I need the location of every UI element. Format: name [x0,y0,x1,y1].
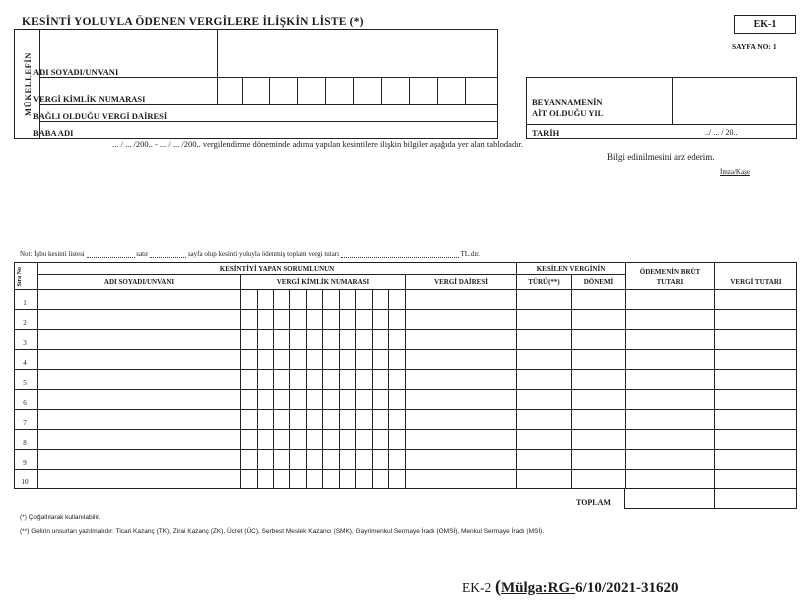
taxpayer-row-divider [39,121,497,122]
tax-id-cell-divider [409,77,410,104]
taxpayer-row-divider [39,77,497,78]
col-type-header: TÜRÜ(**) [528,278,560,286]
row-number: 4 [23,359,27,367]
footer-repeal-note [462,576,679,597]
row-line [15,429,796,430]
column-line [405,274,406,488]
row-line [15,449,796,450]
col-tax-amount-header: VERGİ TUTARI [730,278,782,286]
tax-id-cell-divider [297,77,298,104]
total-label: TOPLAM [576,498,611,507]
date-label: TARİH [532,128,560,138]
col-gross-header: ÖDEMENİN BRÜT [639,268,701,276]
footer-ek-label: EK-2 [462,580,492,595]
footer-date-ref: 6/10/2021-31620 [575,580,679,596]
tax-id-cell-divider [269,77,270,104]
column-line [240,274,241,488]
tax-id-cell-divider [242,77,243,104]
note-part2: satır [136,250,149,258]
deductions-table [14,262,797,489]
row-number: 7 [23,419,27,427]
column-line [37,263,38,488]
header-divider [38,274,625,275]
tax-id-cell-divider [465,77,466,104]
declaration-box [526,77,797,139]
tax-id-cell-divider [381,77,382,104]
taxpayer-side-label-text: MÜKELLEFİN [23,51,33,117]
taxpayer-column-divider [217,30,218,104]
declaration-row-divider [527,124,796,125]
note-part3: sayfa olup kesinti yoluyla ödenmiş toplam vergi tutarı [187,250,340,258]
row-line [15,389,796,390]
row-number: 8 [23,439,27,447]
row-number: 3 [23,339,27,347]
row-number: 2 [23,319,27,327]
father-name-field-label: BABA ADI [33,128,74,138]
row-line [15,349,796,350]
row-line [15,409,796,410]
col-period-header: DÖNEMİ [583,278,614,286]
row-line [15,309,796,310]
footer-paren: ( [495,576,501,596]
row-line [15,369,796,370]
total-box [624,489,797,509]
declaration-label: BEYANNAMENİN [532,97,603,107]
taxpayer-row-divider [39,104,497,105]
row-number: 5 [23,379,27,387]
row-number-header: Sıra No [17,267,23,287]
tax-id-cell-divider [437,77,438,104]
row-number: 6 [23,399,27,407]
row-line [15,469,796,470]
note-blank [87,251,135,258]
period-statement: ... / ... /200.. - ... / ... /200.. vergilendirme döneminde adıma yapılan kesintilere ilişkin bilgiler aşağıda yer alan tablodadır. [112,139,524,149]
column-line [714,263,715,488]
taxpayer-box [14,29,498,139]
signature-label: İmza/Kaşe [720,168,750,176]
request-statement: Bilgi edinilmesini arz ederim. [607,152,715,162]
responsible-party-header: KESİNTİYİ YAPAN SORUMLUNUN [219,265,335,273]
row-number: 10 [21,478,29,486]
tax-office-field-label: BAĞLI OLDUĞU VERGİ DAİRESİ [33,111,168,121]
declaration-divider [672,78,673,124]
note-suffix: TL.dır. [460,250,480,258]
name-field-label: ADI SOYADI/UNVANI [33,67,119,77]
tax-id-cell-divider [353,77,354,104]
column-line [516,263,517,488]
column-line [571,274,572,488]
ek-label: EK-1 [734,15,796,34]
footer-repealed-label: Mülga:RG- [501,580,576,596]
declaration-year-label: AİT OLDUĞU YIL [532,108,604,118]
form-title: KESİNTİ YOLUYLA ÖDENEN VERGİLERE İLİŞKİN LİSTE (*) [22,16,364,28]
total-divider [714,489,715,508]
row-number: 9 [23,459,27,467]
page-number: SAYFA NO: 1 [732,42,777,51]
taxpayer-side-label [17,30,40,138]
row-line [15,329,796,330]
note-blank [341,251,459,258]
note-blank [150,251,186,258]
footnote-copy: (*) Çoğaltılarak kullanılabilir. [20,514,101,521]
column-line [625,263,626,488]
row-number: 1 [23,299,27,307]
col-tax-office-header: VERGİ DAİRESİ [434,278,488,286]
footnote-income-types: (**) Gelirin unsurları yazılmalıdır: Ticari Kazanç (TK), Zirai Kazanç (ZK), Ücret (ÜC), Serbest Meslek Kazancı (SMK), Gayrimenkul Sermaye İradı (GMSİ), Menkul Sermaye İradı (MSİ). [20,528,545,535]
col-gross-header-line2: TUTARI [656,278,684,286]
col-tax-id-header: VERGİ KİMLİK NUMARASI [276,278,370,286]
tax-id-field-label: VERGİ KİMLİK NUMARASI [33,94,146,104]
date-value: ../ ... / 20.. [705,128,738,137]
col-name-header: ADI SOYADI/UNVANI [103,278,175,286]
withheld-tax-header: KESİLEN VERGİNİN [536,265,606,273]
note-prefix: Not: İşbu kesinti listesi [20,250,85,258]
total-note [20,250,480,258]
tax-id-cell-divider [325,77,326,104]
